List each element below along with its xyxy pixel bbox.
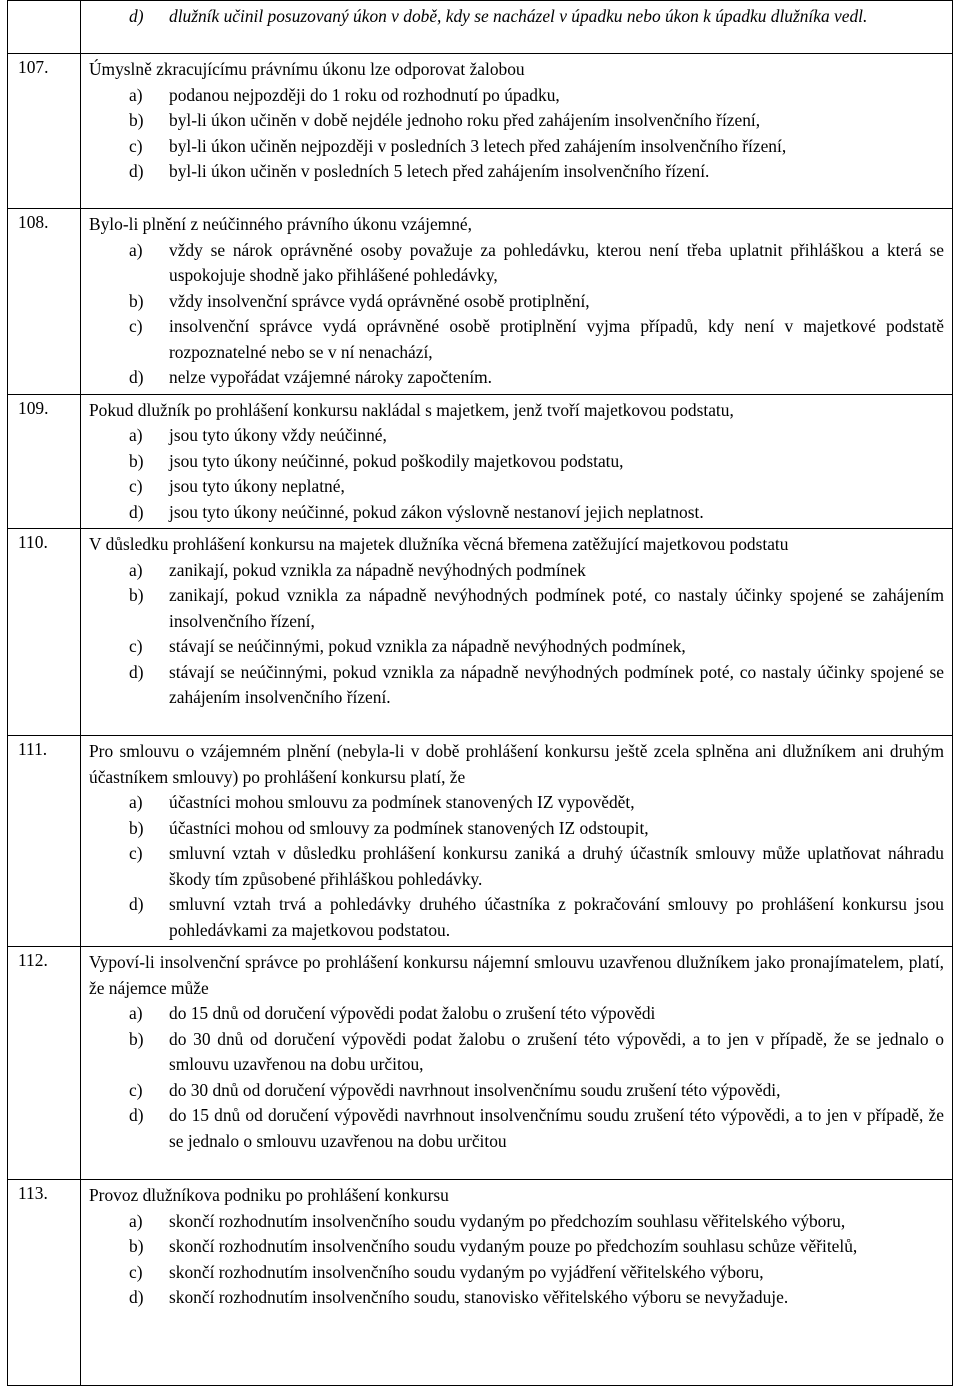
option-letter: d) [129,6,144,26]
option-text: insolvenční správce vydá oprávněné osobě protiplnění vyjma případů, kdy není v majetkové podstatě rozpoznatelné nebo se v ní nenachází, [169,316,944,362]
option-c [89,1260,944,1286]
option-b [89,449,944,475]
question-number: 109. [8,394,81,529]
question-row-fragment [8,1,953,54]
option-letter: b) [129,817,144,838]
question-row-107 [8,54,953,209]
option-letter: a) [129,239,143,260]
question-body [81,947,953,1180]
option-text: podanou nejpozději do 1 roku od rozhodnutí po úpadku, [169,84,560,105]
option-text: zanikají, pokud vznikla za nápadně nevýhodných podmínek [169,559,586,580]
option-text: byl-li úkon učiněn nejpozději v posledních 3 letech před zahájením insolvenčního řízení, [169,135,787,156]
question-body [81,394,953,529]
option-letter: c) [129,843,143,863]
option-letter: c) [129,1079,143,1100]
question-stem: Pro smlouvu o vzájemném plnění (nebyla-li v době prohlášení konkursu ještě zcela splněna ani dlužníkem ani druhým účastníkem smlouvy) po prohlášení konkursu platí, že [89,741,944,787]
option-c [89,474,944,500]
option-letter: c) [129,476,143,496]
option-text: účastníci mohou smlouvu za podmínek stanovených IZ vypovědět, [169,792,635,812]
option-text: jsou tyto úkony neúčinné, pokud poškodily majetkovou podstatu, [169,450,624,471]
question-stem: Bylo-li plnění z neúčinného právního úkonu vzájemné, [89,214,472,234]
option-a [89,83,944,109]
option-b [89,583,944,634]
question-body [81,529,953,736]
option-letter: d) [129,1287,144,1308]
option-letter: c) [129,135,143,156]
question-stem: Vypoví-li insolvenční správce po prohlášení konkursu nájemní smlouvu uzavřenou dlužníkem jako pronajímatelem, platí, že nájemce může [89,952,944,998]
question-stem: Úmyslně zkracujícímu právnímu úkonu lze odporovat žalobou [89,59,525,79]
option-text: smluvní vztah v důsledku prohlášení konkursu zaniká a druhý účastník smlouvy může uplatňovat náhradu škody tím způsobené přihláškou pohledávky. [169,843,944,889]
question-number: 112. [8,947,81,1180]
question-number: 107. [8,54,81,209]
option-letter: b) [129,585,144,605]
option-b [89,816,944,842]
question-row-110 [8,529,953,736]
option-b [89,1234,944,1260]
option-a [89,423,944,449]
question-stem: Pokud dlužník po prohlášení konkursu nakládal s majetkem, jenž tvoří majetkovou podstatu, [89,399,734,420]
option-text: do 15 dnů od doručení výpovědi podat žalobu o zrušení této výpovědi [169,1003,656,1023]
option-letter: d) [129,367,144,387]
option-text: byl-li úkon učiněn v době nejdéle jednoho roku před zahájením insolvenčního řízení, [169,110,761,130]
option-a [89,1001,944,1027]
option-text: do 30 dnů od doručení výpovědi podat žalobu o zrušení této výpovědi, a to jen v případě, že se jednalo o smlouvu uzavřenou na dobu určitou, [169,1028,944,1074]
question-row-111 [8,736,953,947]
option-d [89,1103,944,1154]
option-text: do 15 dnů od doručení výpovědi navrhnout insolvenčnímu soudu zrušení této výpovědi, a to jen v případě, že se jednalo o smlouvu uzavřenou na dobu určitou [169,1105,944,1151]
question-body [81,736,953,947]
option-d [89,892,944,943]
option-a [89,238,944,289]
option-text: byl-li úkon učiněn v posledních 5 letech před zahájením insolvenčního řízení. [169,161,710,181]
option-letter: a) [129,1003,143,1023]
option-a [89,1209,944,1235]
option-d [89,4,944,30]
question-row-108 [8,209,953,395]
option-letter: b) [129,450,144,471]
option-a [89,558,944,584]
option-text: skončí rozhodnutím insolvenčního soudu vydaným po předchozím souhlasu věřitelského výboru, [169,1210,846,1231]
option-letter: d) [129,894,144,914]
option-text: vždy insolvenční správce vydá oprávněné osobě protiplnění, [169,290,590,311]
question-body [81,209,953,395]
option-d [89,159,944,185]
option-text: účastníci mohou od smlouvy za podmínek stanovených IZ odstoupit, [169,817,649,838]
option-b [89,108,944,134]
question-stem: V důsledku prohlášení konkursu na majetek dlužníka věcná břemena zatěžující majetkovou podstatu [89,534,789,554]
option-c [89,134,944,160]
option-letter: c) [129,636,143,656]
option-letter: b) [129,1028,144,1049]
option-letter: d) [129,661,144,682]
option-d [89,660,944,711]
questions-table [7,0,953,1386]
question-body [81,1,953,54]
question-number: 110. [8,529,81,736]
question-row-109 [8,394,953,529]
option-text: vždy se nárok oprávněné osoby považuje za pohledávku, kterou není třeba uplatnit přihláškou a která se uspokojuje shodně jako přihlášené pohledávky, [169,239,944,285]
question-stem: Provoz dlužníkova podniku po prohlášení konkursu [89,1185,449,1205]
question-body [81,54,953,209]
option-text: skončí rozhodnutím insolvenčního soudu vydaným pouze po předchozím souhlasu schůze věřitelů, [169,1236,858,1257]
option-letter: d) [129,501,144,522]
option-letter: b) [129,290,144,311]
question-body [81,1180,953,1386]
option-c [89,634,944,660]
option-d [89,500,944,526]
option-letter: d) [129,1105,144,1125]
option-text: smluvní vztah trvá a pohledávky druhého účastníka z pokračování smlouvy po prohlášení konkursu jsou pohledávkami za majetkovou podstatou. [169,894,944,940]
question-number: 113. [8,1180,81,1386]
option-text: dlužník učinil posuzovaný úkon v době, kdy se nacházel v úpadku nebo úkon k úpadku dlužníka vedl. [169,6,868,26]
question-number: 108. [8,209,81,395]
option-b [89,1027,944,1078]
option-letter: a) [129,559,143,580]
option-letter: a) [129,792,143,812]
option-text: skončí rozhodnutím insolvenčního soudu, stanovisko věřitelského výboru se nevyžaduje. [169,1287,789,1308]
option-letter: c) [129,316,143,336]
option-text: stávají se neúčinnými, pokud vznikla za nápadně nevýhodných podmínek poté, co nastaly účinky spojené se zahájením insolvenčního řízení. [169,661,944,707]
option-a [89,790,944,816]
option-text: jsou tyto úkony neplatné, [169,476,345,496]
option-letter: b) [129,110,144,130]
option-text: do 30 dnů od doručení výpovědi navrhnout insolvenčnímu soudu zrušení této výpovědi, [169,1079,781,1100]
option-letter: a) [129,425,143,445]
option-letter: b) [129,1236,144,1257]
question-row-113 [8,1180,953,1386]
question-number: 111. [8,736,81,947]
option-text: nelze vypořádat vzájemné nároky započtením. [169,367,493,387]
option-text: zanikají, pokud vznikla za nápadně nevýhodných podmínek poté, co nastaly účinky spojené se zahájením insolvenčního řízení, [169,585,944,631]
option-c [89,841,944,892]
option-letter: a) [129,84,143,105]
option-text: jsou tyto úkony neúčinné, pokud zákon výslovně nestanoví jejich neplatnost. [169,501,704,522]
option-d [89,1285,944,1311]
question-row-112 [8,947,953,1180]
option-c [89,1078,944,1104]
option-text: stávají se neúčinnými, pokud vznikla za nápadně nevýhodných podmínek, [169,636,686,656]
option-letter: d) [129,161,144,181]
option-text: skončí rozhodnutím insolvenčního soudu vydaným po vyjádření věřitelského výboru, [169,1261,764,1282]
option-letter: c) [129,1261,143,1282]
option-text: jsou tyto úkony vždy neúčinné, [169,425,387,445]
option-b [89,289,944,315]
question-number [8,1,81,54]
option-c [89,314,944,365]
option-letter: a) [129,1210,143,1231]
option-d [89,365,944,391]
